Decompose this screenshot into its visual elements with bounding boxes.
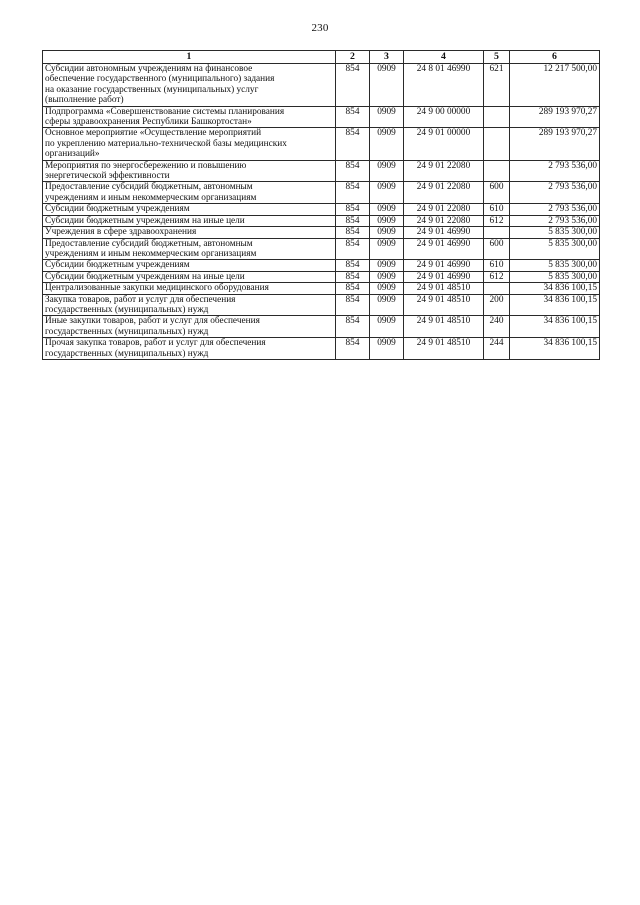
row-expense-type (484, 227, 510, 238)
row-target: 24 9 01 22080 (404, 160, 484, 182)
row-expense-type: 600 (484, 238, 510, 260)
row-amount: 2 793 536,00 (510, 160, 600, 182)
row-section: 0909 (370, 294, 404, 316)
row-name: Иные закупки товаров, работ и услуг для обеспечения государственных (муниципальных) нужд (43, 316, 336, 338)
column-header-section: 3 (370, 51, 404, 64)
column-header-expense-type: 5 (484, 51, 510, 64)
row-amount: 5 835 300,00 (510, 227, 600, 238)
table-row (43, 160, 600, 182)
row-name: Учреждения в сфере здравоохранения (43, 227, 336, 238)
row-name: Предоставление субсидий бюджетным, автономным учреждениям и иным некоммерческим организациям (43, 182, 336, 204)
table-row (43, 106, 600, 128)
column-header-name: 1 (43, 51, 336, 64)
row-section: 0909 (370, 106, 404, 128)
row-expense-type (484, 106, 510, 128)
row-target: 24 9 01 46990 (404, 260, 484, 271)
table-row (43, 128, 600, 160)
row-section: 0909 (370, 227, 404, 238)
row-name: Субсидии бюджетным учреждениям (43, 260, 336, 271)
row-ministry: 854 (336, 316, 370, 338)
row-expense-type: 244 (484, 338, 510, 360)
row-name: Субсидии бюджетным учреждениям (43, 204, 336, 215)
row-amount: 12 217 500,00 (510, 64, 600, 107)
row-amount: 5 835 300,00 (510, 238, 600, 260)
row-ministry: 854 (336, 182, 370, 204)
table-row (43, 64, 600, 107)
row-ministry: 854 (336, 227, 370, 238)
row-expense-type: 612 (484, 271, 510, 282)
row-amount: 2 793 536,00 (510, 204, 600, 215)
row-ministry: 854 (336, 283, 370, 294)
row-target: 24 9 01 48510 (404, 283, 484, 294)
row-ministry: 854 (336, 238, 370, 260)
row-amount: 34 836 100,15 (510, 283, 600, 294)
row-section: 0909 (370, 128, 404, 160)
row-name: Закупка товаров, работ и услуг для обеспечения государственных (муниципальных) нужд (43, 294, 336, 316)
row-target: 24 9 01 48510 (404, 294, 484, 316)
row-ministry: 854 (336, 160, 370, 182)
row-target: 24 9 01 22080 (404, 215, 484, 226)
row-amount: 2 793 536,00 (510, 215, 600, 226)
table-row (43, 316, 600, 338)
column-header-amount: 6 (510, 51, 600, 64)
row-ministry: 854 (336, 64, 370, 107)
row-ministry: 854 (336, 338, 370, 360)
row-name: Субсидии бюджетным учреждениям на иные цели (43, 215, 336, 226)
row-name: Субсидии бюджетным учреждениям на иные цели (43, 271, 336, 282)
row-expense-type: 200 (484, 294, 510, 316)
row-amount: 34 836 100,15 (510, 316, 600, 338)
row-name: Прочая закупка товаров, работ и услуг для обеспечения государственных (муниципальных) нужд (43, 338, 336, 360)
row-section: 0909 (370, 316, 404, 338)
row-section: 0909 (370, 215, 404, 226)
row-target: 24 9 01 46990 (404, 271, 484, 282)
row-expense-type: 610 (484, 204, 510, 215)
row-target: 24 9 01 46990 (404, 238, 484, 260)
row-expense-type (484, 283, 510, 294)
row-target: 24 9 00 00000 (404, 106, 484, 128)
table-row (43, 338, 600, 360)
row-amount: 34 836 100,15 (510, 338, 600, 360)
row-target: 24 9 01 22080 (404, 204, 484, 215)
row-section: 0909 (370, 160, 404, 182)
table-row (43, 271, 600, 282)
row-target: 24 9 01 22080 (404, 182, 484, 204)
row-ministry: 854 (336, 260, 370, 271)
row-expense-type: 600 (484, 182, 510, 204)
row-amount: 2 793 536,00 (510, 182, 600, 204)
row-target: 24 9 01 48510 (404, 338, 484, 360)
row-amount: 5 835 300,00 (510, 271, 600, 282)
row-name: Подпрограмма «Совершенствование системы планирования сферы здравоохранения Республики Башкортостан» (43, 106, 336, 128)
row-ministry: 854 (336, 294, 370, 316)
table-row (43, 294, 600, 316)
row-section: 0909 (370, 238, 404, 260)
table-row (43, 204, 600, 215)
row-section: 0909 (370, 182, 404, 204)
row-section: 0909 (370, 283, 404, 294)
row-amount: 34 836 100,15 (510, 294, 600, 316)
table-row (43, 238, 600, 260)
table-row (43, 227, 600, 238)
row-name: Субсидии автономным учреждениям на финансовое обеспечение государственного (муниципального) задания на оказание государственных (муниципальных) услуг (выполнение работ) (43, 64, 336, 107)
table-header-row (43, 51, 600, 64)
table-row (43, 182, 600, 204)
row-expense-type (484, 128, 510, 160)
column-header-target: 4 (404, 51, 484, 64)
row-target: 24 9 01 46990 (404, 227, 484, 238)
row-ministry: 854 (336, 204, 370, 215)
table-row (43, 215, 600, 226)
table-row (43, 260, 600, 271)
row-target: 24 8 01 46990 (404, 64, 484, 107)
budget-table (42, 50, 600, 360)
row-expense-type: 240 (484, 316, 510, 338)
row-target: 24 9 01 00000 (404, 128, 484, 160)
row-expense-type: 621 (484, 64, 510, 107)
row-expense-type (484, 160, 510, 182)
row-section: 0909 (370, 204, 404, 215)
row-amount: 289 193 970,27 (510, 106, 600, 128)
row-expense-type: 610 (484, 260, 510, 271)
row-name: Централизованные закупки медицинского оборудования (43, 283, 336, 294)
row-section: 0909 (370, 64, 404, 107)
row-section: 0909 (370, 260, 404, 271)
row-expense-type: 612 (484, 215, 510, 226)
page-number: 230 (311, 22, 329, 34)
row-ministry: 854 (336, 271, 370, 282)
row-ministry: 854 (336, 128, 370, 160)
row-amount: 289 193 970,27 (510, 128, 600, 160)
row-name: Предоставление субсидий бюджетным, автономным учреждениям и иным некоммерческим организациям (43, 238, 336, 260)
row-name: Мероприятия по энергосбережению и повышению энергетической эффективности (43, 160, 336, 182)
row-ministry: 854 (336, 106, 370, 128)
column-header-ministry: 2 (336, 51, 370, 64)
table-row (43, 283, 600, 294)
row-section: 0909 (370, 338, 404, 360)
row-amount: 5 835 300,00 (510, 260, 600, 271)
row-target: 24 9 01 48510 (404, 316, 484, 338)
row-section: 0909 (370, 271, 404, 282)
row-ministry: 854 (336, 215, 370, 226)
row-name: Основное мероприятие «Осуществление мероприятий по укреплению материально-технической базы медицинских организаций» (43, 128, 336, 160)
